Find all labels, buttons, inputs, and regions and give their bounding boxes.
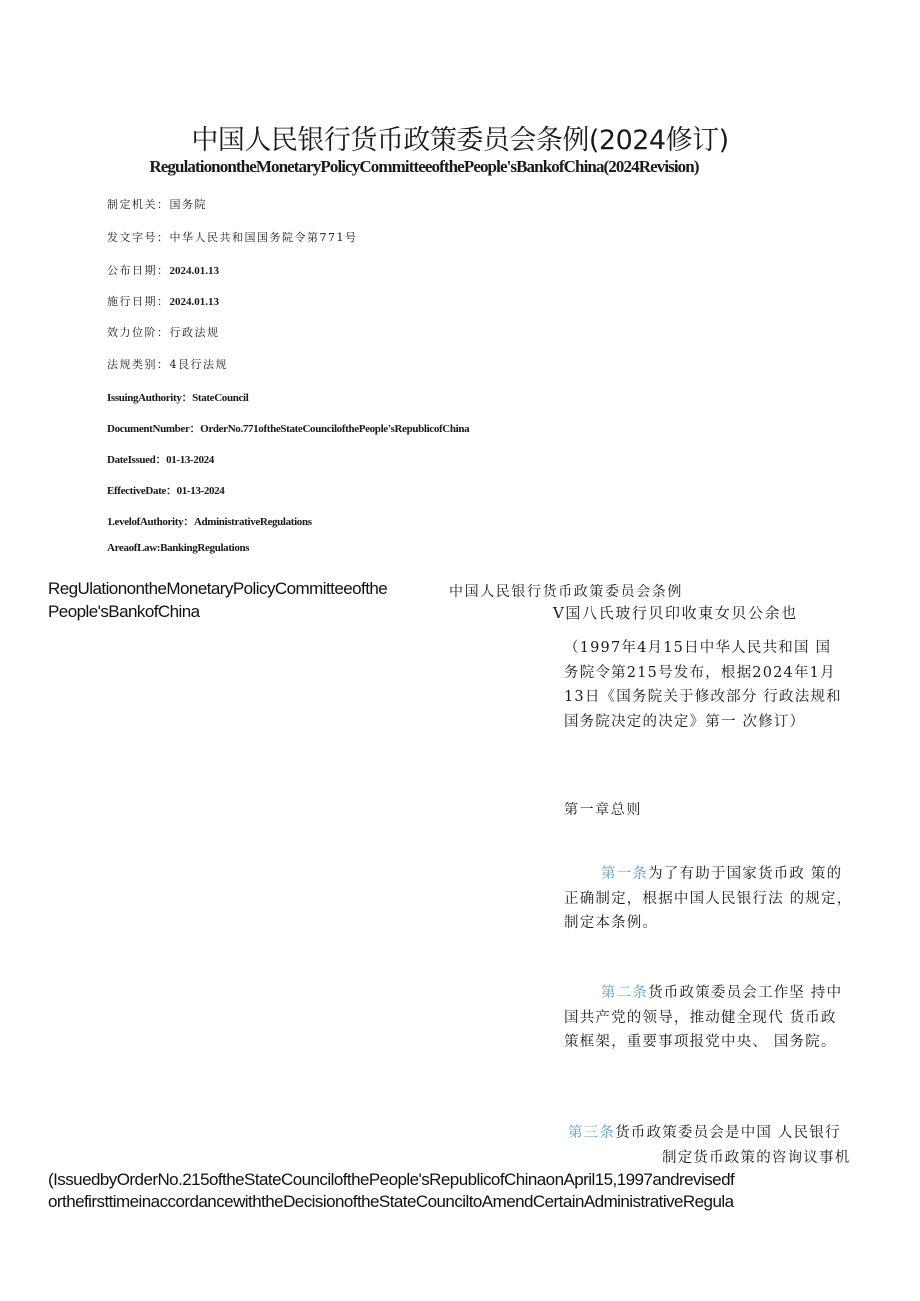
meta-issuing-authority-cn: [107, 196, 207, 212]
meta-label: 效力位阶：: [107, 326, 170, 339]
meta-value: StateCouncil: [192, 392, 249, 404]
meta-date-issued-cn: [107, 262, 219, 278]
article-text-line: 策框架，重要事项报党中央、 国务院。: [564, 1034, 837, 1050]
meta-label: DateIssued：: [107, 454, 167, 466]
chapter-heading: 第一章总则: [564, 802, 642, 818]
article-text-line: 为了有助于国家货币政 策的: [648, 866, 843, 882]
meta-level-of-authority-en: [107, 513, 312, 529]
meta-label: DocumentNumber：: [107, 423, 201, 435]
article-number: 第三条: [568, 1125, 616, 1141]
meta-effective-date-cn: [107, 293, 219, 309]
meta-label: AreaofLaw:: [107, 542, 161, 554]
article-number: 第二条: [601, 985, 649, 1001]
document-title-cn: 中国人民银行货币政策委员会条例(2024修订): [191, 125, 729, 156]
meta-document-number-en: [107, 420, 469, 436]
meta-label: EffectiveDate：: [107, 485, 177, 497]
meta-value: 中华人民共和国国务院令第771号: [169, 231, 358, 244]
meta-value: 国务院: [169, 198, 207, 211]
article-3: [564, 1121, 874, 1170]
article-1: [564, 862, 874, 936]
article-number: 第一条: [601, 866, 649, 882]
issue-note-cn: [564, 636, 874, 734]
meta-area-of-law-en: [107, 542, 249, 554]
issue-note-en-line1: (IssuedbyOrderNo.215oftheStateCouncilofthePeople'sRepublicofChinaonApril15,1997andrevisedf: [48, 1170, 735, 1189]
meta-value: AdministrativeRegulations: [193, 516, 312, 528]
meta-label: 发文字号：: [107, 231, 170, 244]
meta-label: IssuingAuthority：: [107, 392, 193, 404]
meta-issuing-authority-en: [107, 389, 248, 405]
article-text-line: 制定本条例。: [564, 915, 659, 931]
meta-document-number-cn: [107, 229, 358, 245]
article-text-line: 国共产党的领导，推动健全现代 货币政: [564, 1009, 837, 1026]
issue-note-line: （1997年4月15日中华人民共和国 国: [564, 640, 832, 656]
meta-area-of-law-cn: [107, 356, 228, 372]
meta-value: OrderNo.771oftheStateCouncilofthePeople'sRepublicofChina: [200, 423, 470, 435]
issue-note-line: 国务院决定的决定》第一 次修订）: [564, 713, 806, 730]
meta-label: 法规类别：: [107, 358, 170, 371]
meta-effective-date-en: [107, 482, 224, 498]
article-text-line: 货币政策委员会工作坚 持中: [648, 985, 843, 1001]
meta-label: 制定机关：: [107, 198, 170, 211]
meta-date-issued-en: [107, 451, 214, 467]
meta-value: 01-13-2024: [176, 485, 225, 497]
issue-note-en-line2: orthefirsttimeinaccordancewiththeDecisionoftheStateCounciltoAmendCertainAdministrativeRegula: [48, 1192, 734, 1211]
regulation-title-en-line1: RegUlationontheMonetaryPolicyCommitteeofthe: [48, 579, 388, 598]
meta-label: 公布日期：: [107, 264, 170, 277]
meta-value: 2024.01.13: [169, 296, 219, 308]
meta-value: 4艮行法规: [169, 358, 228, 371]
issue-note-line: 务院令第215号发布，根据2024年1月: [564, 664, 836, 681]
meta-label: 施行日期：: [107, 295, 170, 308]
regulation-garbled-line: V国八氏玻行贝印收東女贝公余也: [553, 604, 798, 622]
meta-label: 1.evelofAuthority：: [107, 516, 194, 528]
meta-value: 行政法规: [169, 326, 220, 339]
meta-value: 01-13-2024: [166, 454, 214, 466]
meta-value: 2024.01.13: [169, 265, 219, 277]
regulation-title-cn: 中国人民银行货币政策委员会条例: [449, 584, 683, 600]
meta-level-of-authority-cn: [107, 324, 220, 340]
article-text-line: 制定货币政策的咨询议事机: [662, 1149, 851, 1166]
issue-note-line: 13日《国务院关于修改部分 行政法规和: [564, 689, 842, 705]
document-title-en: RegulationontheMonetaryPolicyCommitteeofthePeople'sBankofChina(2024Revision): [149, 157, 699, 176]
article-2: [564, 981, 874, 1055]
regulation-title-en-line2: People'sBankofChina: [48, 602, 200, 621]
article-text-line: 正确制定，根据中国人民银行法 的规定，: [564, 890, 853, 907]
meta-value: BankingRegulations: [160, 542, 250, 554]
article-text-line: 货币政策委员会是中国 人民银行: [615, 1125, 841, 1141]
